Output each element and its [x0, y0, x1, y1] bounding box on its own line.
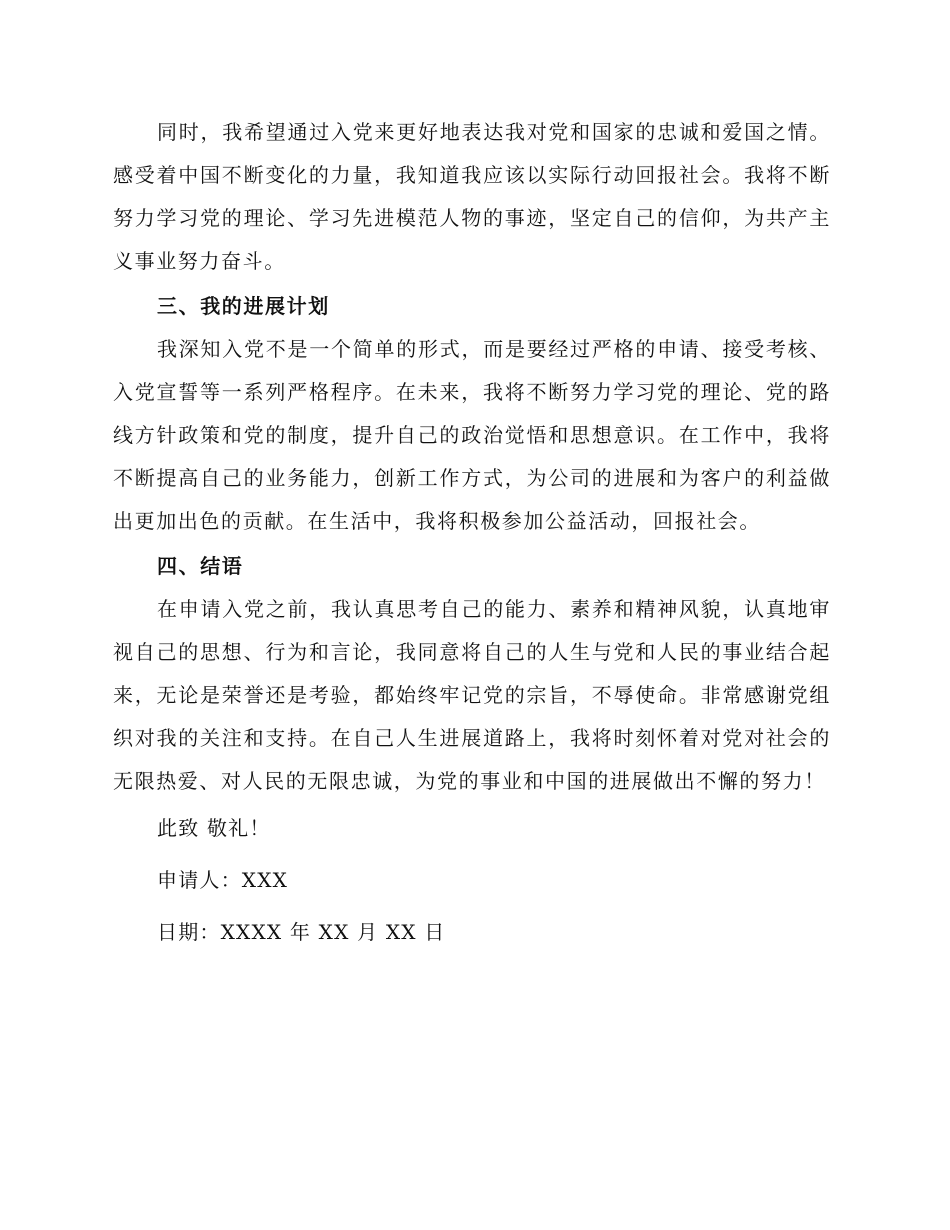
date-line: 日期：XXXX 年 XX 月 XX 日	[157, 920, 446, 944]
paragraph-plan: 我深知入党不是一个简单的形式，而是要经过严格的申请、接受考核、入党宣誓等一系列严格程序。在未来，我将不断努力学习党的理论、党的路线方针政策和党的制度，提升自己的政治觉悟和思想意识。在工作中，我将不断提高自己的业务能力，创新工作方式，为公司的进展和为客户的利益做出更加出色的贡献。在生活中，我将积极参加公益活动，回报社会。	[113, 337, 831, 533]
document-body	[113, 111, 831, 947]
salutation: 此致 敬礼！	[157, 816, 271, 840]
paragraph-conclusion: 在申请入党之前，我认真思考自己的能力、素养和精神风貌，认真地审视自己的思想、行为和言论，我同意将自己的人生与党和人民的事业结合起来，无论是荣誉还是考验，都始终牢记党的宗旨，不辱使命。非常感谢党组织对我的关注和支持。在自己人生进展道路上，我将时刻怀着对党对社会的无限热爱、对人民的无限忠诚，为党的事业和中国的进展做出不懈的努力！	[113, 597, 831, 793]
applicant-line: 申请人：XXX	[157, 868, 289, 892]
section-heading-conclusion: 四、结语	[157, 554, 244, 578]
section-heading-plan: 三、我的进展计划	[157, 294, 330, 318]
paragraph-loyalty: 同时，我希望通过入党来更好地表达我对党和国家的忠诚和爱国之情。感受着中国不断变化的力量，我知道我应该以实际行动回报社会。我将不断努力学习党的理论、学习先进模范人物的事迹，坚定自己的信仰，为共产主义事业努力奋斗。	[113, 120, 831, 273]
